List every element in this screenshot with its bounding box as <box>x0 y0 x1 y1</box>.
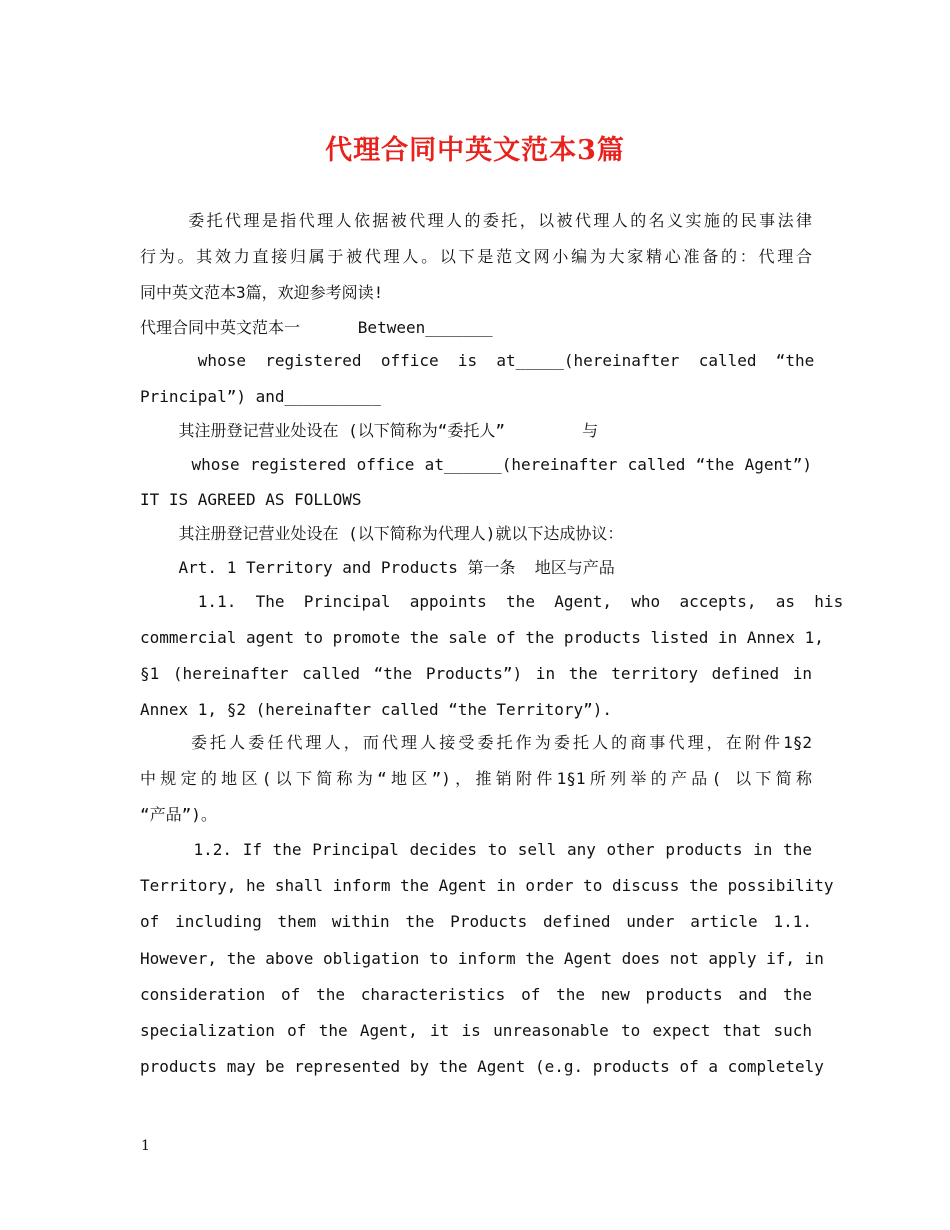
page-number: 1 <box>141 1138 150 1154</box>
paragraph-line: §1 (hereinafter called “the Products”) in the territory defined in <box>140 664 812 683</box>
paragraph-line: 中规定的地区(以下简称为“地区”)，推销附件1§1所列举的产品( 以下简称 <box>140 769 812 788</box>
paragraph-line: Territory, he shall inform the Agent in order to discuss the possibility <box>140 876 834 895</box>
paragraph-line: consideration of the characteristics of the new products and the <box>140 985 812 1004</box>
paragraph-line: IT IS AGREED AS FOLLOWS <box>140 490 362 509</box>
paragraph-line: whose registered office is at_____(hereinafter called “the <box>140 351 815 370</box>
paragraph-line: However, the above obligation to inform the Agent does not apply if, in <box>140 949 824 968</box>
paragraph-line: 其注册登记营业处设在 (以下简称为“委托人” 与 <box>140 421 599 440</box>
paragraph-line: 其注册登记营业处设在 (以下简称为代理人)就以下达成协议： <box>140 524 624 543</box>
paragraph-line: “产品”)。 <box>140 805 217 824</box>
paragraph-line: Principal”) and__________ <box>140 387 381 406</box>
paragraph-line: 1.1. The Principal appoints the Agent, who accepts, as his <box>140 592 844 611</box>
document-title: 代理合同中英文范本3篇 <box>325 135 625 166</box>
paragraph-line: 行为。其效力直接归属于被代理人。以下是范文网小编为大家精心准备的：代理合 <box>140 247 812 266</box>
paragraph-line: Art. 1 Territory and Products 第一条 地区与产品 <box>140 558 615 577</box>
paragraph-line: 代理合同中英文范本一 Between_______ <box>140 318 493 337</box>
paragraph-line: of including them within the Products defined under article 1.1. <box>140 912 812 931</box>
paragraph-line: Annex 1, §2 (hereinafter called “the Territory”). <box>140 700 613 719</box>
paragraph-line: commercial agent to promote the sale of the products listed in Annex 1, <box>140 628 824 647</box>
paragraph-line: whose registered office at______(hereinafter called “the Agent”) <box>140 455 812 474</box>
paragraph-line: 委托人委任代理人，而代理人接受委托作为委托人的商事代理，在附件1§2 <box>140 733 812 752</box>
paragraph-line: specialization of the Agent, it is unreasonable to expect that such <box>140 1021 812 1040</box>
paragraph-line: 1.2. If the Principal decides to sell any other products in the <box>140 840 812 859</box>
paragraph-line: products may be represented by the Agent (e.g. products of a completely <box>140 1057 824 1076</box>
paragraph-line: 同中英文范本3篇，欢迎参考阅读! <box>140 283 384 302</box>
paragraph-line: 委托代理是指代理人依据被代理人的委托，以被代理人的名义实施的民事法律 <box>140 211 812 230</box>
